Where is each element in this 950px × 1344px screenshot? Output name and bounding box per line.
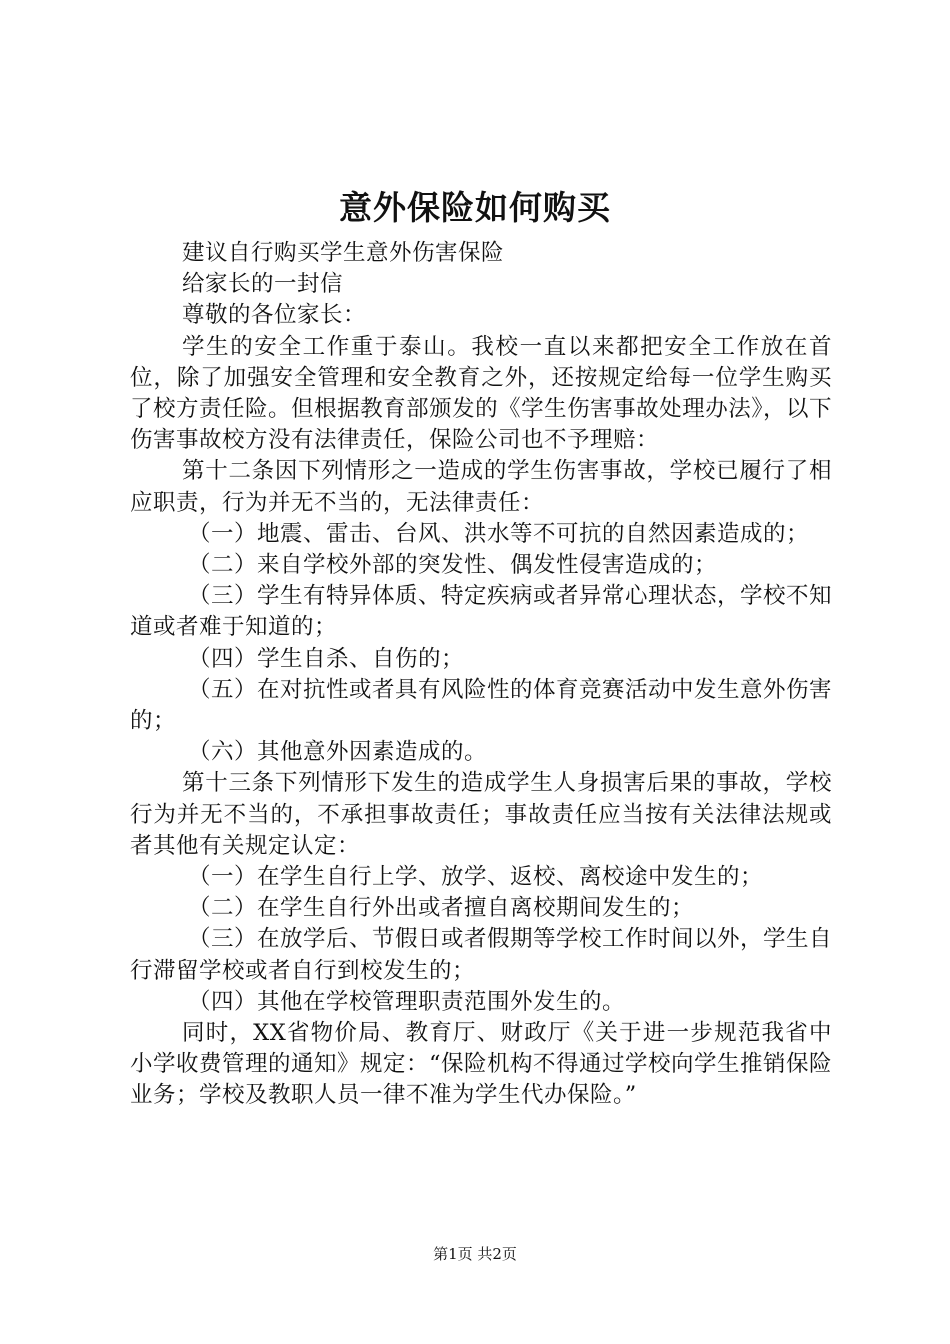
- list-item: （二）来自学校外部的突发性、偶发性侵害造成的；: [188, 552, 718, 579]
- paragraph: 给家长的一封信: [182, 271, 344, 298]
- list-item: （三）学生有特异体质、特定疾病或者异常心理状态，学校不知道或者难于知道的；: [130, 583, 833, 641]
- list-item: （六）其他意外因素造成的。: [188, 739, 488, 766]
- list-item: （一）地震、雷击、台风、洪水等不可抗的自然因素造成的；: [188, 520, 810, 547]
- list-item: （三）在放学后、节假日或者假期等学校工作时间以外，学生自行滞留学校或者自行到校发生的；: [130, 926, 833, 984]
- list-item: （一）在学生自行上学、放学、返校、离校途中发生的；: [188, 864, 764, 891]
- paragraph: 同时，XX省物价局、教育厅、财政厅《关于进一步规范我省中小学收费管理的通知》规定：“保险机构不得通过学校向学生推销保险业务；学校及教职人员一律不准为学生代办保险。”: [130, 1020, 833, 1109]
- list-item: （四）学生自杀、自伤的；: [188, 645, 465, 672]
- list-item: （二）在学生自行外出或者擅自离校期间发生的；: [188, 895, 695, 922]
- document-title: 意外保险如何购买: [339, 188, 611, 227]
- list-item: （五）在对抗性或者具有风险性的体育竞赛活动中发生意外伤害的；: [130, 676, 833, 735]
- document-body: [130, 238, 832, 1112]
- list-item: （四）其他在学校管理职责范围外发生的。: [188, 988, 626, 1015]
- paragraph: 建议自行购买学生意外伤害保险: [182, 240, 505, 266]
- paragraph: 第十三条下列情形下发生的造成学生人身损害后果的事故，学校行为并无不当的，不承担事故责任；事故责任应当按有关法律法规或者其他有关规定认定：: [130, 770, 832, 859]
- paragraph: 尊敬的各位家长：: [182, 302, 367, 329]
- paragraph: 第十二条因下列情形之一造成的学生伤害事故，学校已履行了相应职责，行为并无不当的，无法律责任：: [130, 458, 832, 516]
- paragraph: 学生的安全工作重于泰山。我校一直以来都把安全工作放在首位，除了加强安全管理和安全教育之外，还按规定给每一位学生购买了校方责任险。但根据教育部颁发的《学生伤害事故处理办法》，以下伤害事故校方没有法律责任，保险公司也不予理赔：: [130, 333, 832, 454]
- page-footer: 第1页 共2页: [433, 1245, 517, 1263]
